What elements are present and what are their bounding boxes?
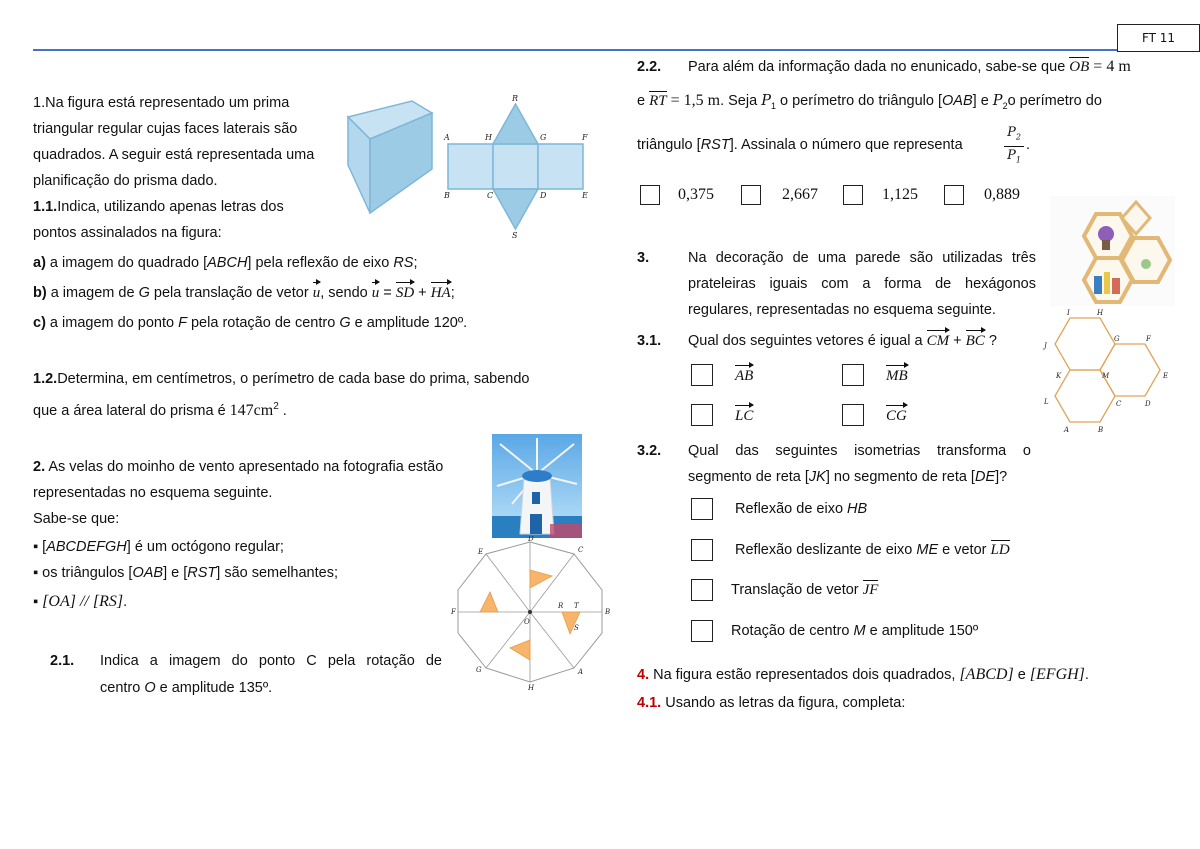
q31-option-lc-label [735,407,753,425]
q22-p1: P [761,93,771,109]
hex-label-i: I [1067,309,1070,317]
windmill-photo-art [492,434,582,538]
bullet-1-end: ] é um octógono regular; [126,539,284,555]
hex-label-l: L [1044,398,1049,406]
q4-square-efgh: [EFGH] [1029,666,1085,683]
header-rule [33,49,1200,51]
q2-text-1: As velas do moinho de vento apresentado na fotografia estão [45,459,444,475]
q22-option-1-checkbox[interactable] [640,185,660,205]
q12-text: Determina, em centímetros, o perímetro de cada base do prima, sabendo [57,371,530,387]
q31-number: 3.1. [637,333,662,349]
q32-mid: ] no segmento de reta [ [825,469,975,485]
q31-option-mb-label [886,367,908,385]
q21-center: O [144,680,156,696]
opt4-center: M [853,623,866,639]
q32-option-4-label [731,622,978,640]
windmill-photo [492,434,582,538]
q22-option-3-checkbox[interactable] [843,185,863,205]
net-label-d: D [540,191,547,200]
q2-line-3: Sabe-se que: [33,511,120,527]
oct-label-c: C [578,546,584,554]
hexagon-scheme-figure [1040,308,1180,448]
item-c-center: G [339,315,351,331]
q31-plus: + [949,333,966,349]
bullet-1-octagon: ABCDEFGH [46,539,127,555]
q32-option-3-label [731,581,878,599]
q1-line-3: quadrados. A seguir está representada uma [33,147,315,163]
prism-3d-figure [340,95,440,215]
q32-option-1-label [735,500,867,518]
q22-option-4-checkbox[interactable] [944,185,964,205]
item-c-mid: pela rotação de centro [186,315,340,331]
opt2-pre: Reflexão deslizante de eixo [735,542,917,558]
item-b-eq: = [379,285,396,301]
q12-area-exp: 2 [273,401,279,412]
fraction-numerator [1004,124,1024,147]
vector-u-2: u [371,285,380,301]
q31-option-mb-checkbox[interactable] [842,364,864,386]
q11-text-2: pontos assinalados na figura: [33,225,222,241]
q1-line-2: triangular regular cujas faces laterais são [33,121,298,137]
net-label-r: R [512,94,519,103]
oct-label-e: E [478,548,484,556]
opt2-axis: ME [916,542,939,558]
q12-area-value: 147 [229,401,254,419]
net-label-e: E [582,191,588,200]
q32-option-4-checkbox[interactable] [691,620,713,642]
q41-text: Usando as letras da figura, completa: [661,695,906,711]
q32-jk: JK [808,469,826,485]
vector-ab: AB [735,368,754,384]
q12-statement [33,370,530,388]
q22-rt-value: = 1,5 m [666,92,721,109]
q4-mid: e [1013,667,1030,683]
opt2-mid: e vetor [938,542,991,558]
item-a-square: ABCH [207,255,248,271]
q11-number: 1.1. [33,199,58,215]
q1-line-4: planificação do prisma dado. [33,173,218,189]
q22-line-2 [637,92,1102,115]
q31-question: Qual dos seguintes vetores é igual a [688,333,927,349]
opt3-pre: Translação de vetor [731,582,863,598]
sail-left [480,592,498,612]
net-label-g: G [540,133,547,142]
q31-end: ? [984,333,997,349]
hexagon-shelves-art [1050,196,1175,306]
segment-rt: RT [649,93,667,109]
vector-jf: JF [862,582,879,598]
hexagon-shelves-photo [1050,196,1175,306]
hex-label-k: K [1056,372,1062,380]
opt4-pre: Rotação de centro [731,623,854,639]
vector-bc: BC [965,333,985,349]
q22-pre-3: triângulo [ [637,137,701,153]
q12-area-unit: cm [253,401,274,419]
item-b-sep: , sendo [320,285,372,301]
q4-number: 4. [637,667,650,683]
vector-cm: CM [926,333,950,349]
q22-mid-3: o perímetro do triângulo [ [775,93,943,109]
vector-u: u [312,285,321,301]
vector-sd: SD [395,285,415,301]
sail-bottom [510,640,530,660]
q31-text [688,332,997,350]
oct-label-t: T [574,602,579,610]
q22-period: . [1026,137,1031,153]
q22-p1-sub: 1 [770,100,776,111]
sail-top [530,570,552,588]
oct-label-a: A [578,668,584,676]
oct-label-f: F [451,608,456,616]
q32-number: 3.2. [637,443,662,459]
item-b-end: ; [450,285,455,301]
q22-option-4-label: 0,889 [984,186,1020,203]
q2-bullet-1 [33,538,284,556]
hex-label-d: D [1145,400,1151,408]
segment-ob: OB [1069,59,1090,75]
q12-line-2 [33,398,287,420]
q11-item-c [33,314,467,332]
q22-mid-2: . Seja [720,93,762,109]
frac-num-p: P [1007,125,1016,140]
hex-label-b: B [1098,426,1104,434]
q22-ob-value: = 4 m [1089,58,1131,75]
net-label-b: B [444,191,450,200]
q22-line-1 [688,58,1131,76]
bullet-3-pre: ▪ [33,594,43,610]
item-c-point: F [178,315,187,331]
q3-line-1: Na decoração de uma parede são utilizadas três [688,250,1036,266]
q2-bullet-2 [33,564,338,582]
q21-pre: centro [100,680,145,696]
hex-label-a: A [1064,426,1070,434]
item-b-label: b) [33,285,47,301]
item-a-label: a) [33,255,46,271]
q3-line-2: prateleiras iguais com a forma de hexágonos [688,276,1036,292]
q22-pre-2: e [637,93,650,109]
vector-cg: CG [886,408,907,424]
bullet-3-parallel: [OA] // [RS] [42,593,124,610]
q21-line-2 [100,679,272,697]
frac-den-sub: 1 [1015,155,1021,165]
q31-option-ab-checkbox[interactable] [691,364,713,386]
q3-number: 3. [637,250,650,266]
q4-statement [637,666,1089,684]
opt1-axis: HB [847,501,868,517]
q2-bullet-3 [33,593,127,611]
q22-p2-sub: 2 [1002,100,1008,111]
q11-text: Indica, utilizando apenas letras dos [57,199,284,215]
q32-de: DE [974,469,996,485]
item-a-mid: ] pela reflexão de eixo [247,255,394,271]
q22-text-1: Para além da informação dada no enunicado, sabe-se que [688,59,1070,75]
net-label-a: A [444,133,450,142]
q2-line-1 [33,458,443,476]
vector-lc: LC [735,408,754,424]
bullet-2-oab: OAB [132,565,164,581]
item-b-plus: + [414,285,431,301]
hex-label-e: E [1163,372,1169,380]
q21-line-1: Indica a imagem do ponto C pela rotação de [100,653,442,669]
q22-option-1-label: 0,375 [678,186,714,203]
q22-mid-4: ] e [972,93,993,109]
q22-rst: RST [700,137,730,153]
q22-line-3 [637,136,963,154]
q2-number: 2. [33,459,46,475]
item-a-end: ; [413,255,418,271]
q31-option-ab-label [735,367,753,385]
oct-label-o: O [524,618,530,626]
net-label-h: H [485,133,492,142]
q4-end: . [1084,667,1089,683]
q1-line-1: 1.Na figura está representado um prima [33,95,290,111]
oct-label-s: S [574,624,579,632]
q41-number: 4.1. [637,695,662,711]
oct-label-r: R [558,602,564,610]
vector-ld: LD [990,542,1010,558]
q21-end: e amplitude 135º. [155,680,273,696]
q32-option-2-label [735,541,1010,559]
hex-label-c: C [1116,400,1122,408]
hex-label-m: M [1102,372,1110,380]
hex-label-g: G [1114,335,1120,343]
q22-fraction [1004,124,1024,168]
frac-den-p: P [1007,147,1016,163]
frac-num-sub: 2 [1015,132,1021,142]
q32-end: ]? [995,469,1008,485]
q31-option-cg-checkbox[interactable] [842,404,864,426]
oct-label-h: H [528,684,535,691]
item-a-pre: a imagem do quadrado [ [45,255,208,271]
vector-mb: MB [886,368,908,384]
q11-item-b [33,284,455,302]
opt1-pre: Reflexão de eixo [735,501,848,517]
q12-text-2: que a área lateral do prisma é [33,402,230,419]
q3-line-3: regulares, representadas no esquema seguinte. [688,302,996,318]
q22-end-3: ]. Assinala o número que representa [729,137,963,153]
q11-item-a [33,254,418,272]
opt4-end: e amplitude 150º [865,623,979,639]
q22-oab: OAB [942,93,973,109]
q12-end: . [278,402,287,419]
q2-line-2: representadas no esquema seguinte. [33,485,273,501]
item-b-point: G [138,285,150,301]
bullet-2-pre: ▪ os triângulos [ [33,565,133,581]
q32-line-2 [688,468,1007,486]
octagon-windmill-figure [450,536,615,691]
q4-text: Na figura estão representados dois quadrados, [649,667,960,683]
fraction-denominator [1004,147,1024,169]
item-a-axis: RS [393,255,414,271]
q32-pre: segmento de reta [ [688,469,809,485]
oct-label-g: G [476,666,482,674]
q22-end-2: o perímetro do [1007,93,1102,109]
hex-label-j: J [1044,342,1047,350]
q12-number: 1.2. [33,371,58,387]
q32-option-1-checkbox[interactable] [691,498,713,520]
vector-ha: HA [430,285,451,301]
item-c-label: c) [33,315,46,331]
q31-option-cg-label [886,407,907,425]
bullet-1-pre: ▪ [ [33,539,47,555]
hex-label-f: F [1146,335,1151,343]
q11-statement [33,198,284,216]
item-b-pre: a imagem de [46,285,139,301]
q32-option-2-checkbox[interactable] [691,539,713,561]
q22-option-2-checkbox[interactable] [741,185,761,205]
oct-label-d: D [528,536,534,543]
q4-square-abcd: [ABCD] [959,666,1014,683]
item-c-end: e amplitude 120º. [350,315,468,331]
bullet-2-mid: ] e [ [163,565,188,581]
oct-label-b: B [605,608,611,616]
bullet-2-rst: RST [187,565,217,581]
q22-p2: P [992,93,1003,109]
item-c-pre: a imagem do ponto [45,315,179,331]
net-label-c: C [487,191,494,200]
q32-line-1: Qual das seguintes isometrias transforma o [688,443,1031,459]
q31-option-lc-checkbox[interactable] [691,404,713,426]
bullet-2-end: ] são semelhantes; [216,565,338,581]
sheet-code-box: FT 11 [1117,24,1200,52]
hex-label-h: H [1097,309,1104,317]
q22-option-2-label: 2,667 [782,186,818,203]
q22-number: 2.2. [637,59,662,75]
net-label-s: S [512,231,518,240]
q41-statement [637,694,905,712]
q21-number: 2.1. [50,653,75,669]
bullet-3-end: . [123,594,128,610]
q32-option-3-checkbox[interactable] [691,579,713,601]
item-b-mid: pela translação de vetor [149,285,313,301]
prism-net-figure [440,92,600,240]
net-label-f: F [582,133,588,142]
q22-option-3-label: 1,125 [882,186,918,203]
